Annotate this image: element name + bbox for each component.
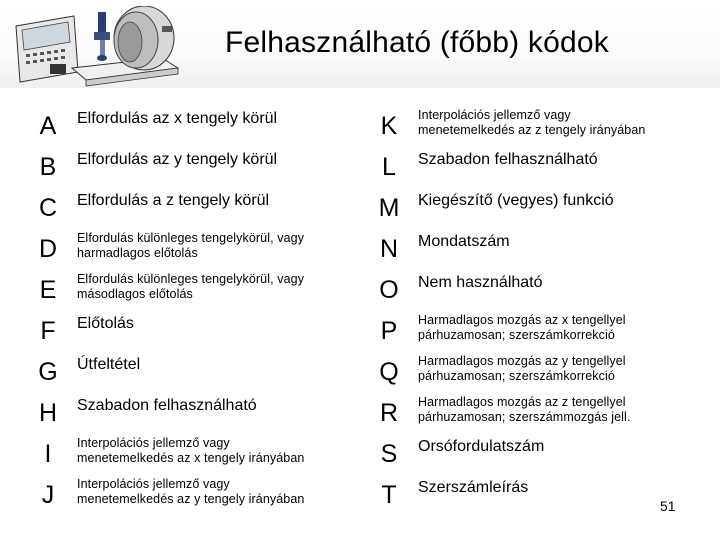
code-description	[418, 274, 543, 292]
code-description	[77, 110, 277, 128]
code-description-line: harmadlagos előtolás	[77, 246, 198, 260]
code-description-line: Kiegészítő (vegyes) funkció	[418, 192, 614, 209]
code-letter: E	[39, 276, 57, 304]
code-description-line: másodlagos előtolás	[77, 287, 193, 301]
code-description-line: Orsófordulatszám	[418, 438, 545, 455]
code-description	[77, 436, 304, 466]
code-description-line: Elfordulás az x tengely körül	[77, 110, 278, 127]
code-row	[30, 148, 682, 189]
code-letter: S	[380, 440, 398, 468]
code-description	[77, 397, 257, 415]
code-row	[30, 394, 682, 435]
code-description-line: menetemelkedés az y tengely irányában	[77, 492, 305, 506]
code-letter: T	[381, 481, 397, 509]
code-description	[77, 315, 134, 333]
code-description-line: Elfordulás különleges tengelykörül, vagy	[77, 231, 305, 245]
code-letter: I	[44, 440, 52, 468]
code-description	[418, 354, 626, 384]
code-description	[418, 233, 510, 251]
code-description-line: párhuzamosan; szerszámkorrekció	[418, 328, 615, 342]
code-description	[418, 151, 598, 169]
code-row	[30, 353, 682, 394]
code-description	[418, 395, 631, 425]
code-description	[418, 479, 528, 497]
code-description	[77, 192, 269, 210]
code-description-line: menetemelkedés az z tengely irányában	[418, 123, 646, 137]
code-description-line: Harmadlagos mozgás az x tengellyel	[418, 313, 626, 327]
code-description	[418, 108, 645, 138]
code-description-line: Elfordulás különleges tengelykörül, vagy	[77, 272, 305, 286]
code-row	[30, 435, 682, 476]
code-description-line: menetemelkedés az x tengely irányában	[77, 451, 305, 465]
cnc-machine-illustration	[12, 6, 184, 90]
code-description-line: Szabadon felhasználható	[418, 151, 598, 168]
code-letter: O	[379, 276, 399, 304]
code-description-line: Harmadlagos mozgás az y tengellyel	[418, 354, 626, 368]
code-letter: J	[41, 481, 55, 509]
code-letter: A	[39, 112, 57, 140]
code-description	[418, 192, 614, 210]
code-description-line: Elfordulás a z tengely körül	[77, 192, 270, 209]
code-letter: M	[378, 194, 400, 222]
code-letter: N	[379, 235, 399, 263]
code-description	[77, 477, 304, 507]
code-row	[30, 189, 682, 230]
code-letter: L	[382, 153, 396, 181]
code-description-line: párhuzamosan; szerszámkorrekció	[418, 369, 615, 383]
page-number: 51	[660, 498, 676, 514]
page-title: Felhasználható (főbb) kódok	[225, 26, 609, 59]
code-table	[30, 107, 682, 517]
code-row	[30, 230, 682, 271]
code-description-line: Szerszámleírás	[418, 479, 529, 496]
code-description-line: Nem használható	[418, 274, 543, 291]
code-description-line: Interpolációs jellemző vagy	[77, 436, 230, 450]
code-description	[77, 231, 304, 261]
code-letter: F	[40, 317, 56, 345]
code-description-line: párhuzamosan; szerszámmozgás jell.	[418, 410, 631, 424]
code-description-line: Interpolációs jellemző vagy	[418, 108, 571, 122]
code-description-line: Harmadlagos mozgás az z tengellyel	[418, 395, 626, 409]
code-letter: P	[380, 317, 398, 345]
code-letter: R	[379, 399, 399, 427]
code-description	[418, 313, 626, 343]
code-description-line: Szabadon felhasználható	[77, 397, 257, 414]
code-description-line: Útfeltétel	[77, 356, 141, 373]
code-description	[77, 272, 304, 302]
code-description	[77, 356, 140, 374]
code-row	[30, 271, 682, 312]
code-description-line: Mondatszám	[418, 233, 510, 250]
code-letter: K	[380, 112, 398, 140]
code-letter: C	[38, 194, 58, 222]
code-letter: B	[39, 153, 57, 181]
code-row	[30, 312, 682, 353]
code-letter: G	[38, 358, 58, 386]
code-row	[30, 107, 682, 148]
code-description-line: Elfordulás az y tengely körül	[77, 151, 278, 168]
code-description	[418, 438, 544, 456]
code-row	[30, 476, 682, 517]
code-description	[77, 151, 277, 169]
code-letter: H	[38, 399, 58, 427]
code-letter: D	[38, 235, 58, 263]
code-description-line: Előtolás	[77, 315, 134, 332]
code-description-line: Interpolációs jellemző vagy	[77, 477, 230, 491]
code-letter: Q	[379, 358, 399, 386]
